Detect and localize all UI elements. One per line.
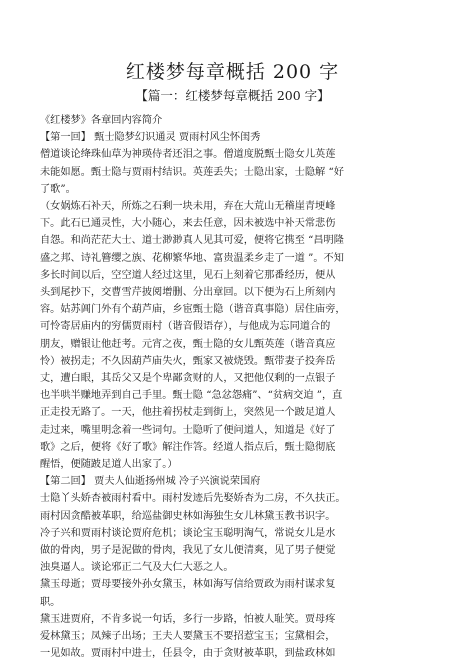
text-line: 黛玉进贾府，不肯多说一句话，多行一步路，怕被人耻笑。贾母疼: [40, 613, 336, 625]
text-line: 可怜寄居庙内的穷儒贾雨村（谐音假语存），与他成为忘同道合的: [40, 321, 331, 333]
text-line: 黛玉母逝；贾母要接外孙女黛玉，林如海写信给贾政为雨村谋求复: [40, 579, 336, 591]
text-line: 了歌”。: [40, 183, 76, 195]
text-line: 醒悟，便随跛足道人出家了。）: [40, 459, 178, 471]
text-line: 朋友，赠银让他赶考。元宵之夜，甄士隐的女儿甄英莲（谐音真应: [40, 338, 336, 350]
text-line: 《红楼梦》各章回内容简介: [40, 115, 163, 126]
text-line: 士隐丫头娇杏被雨村看中。雨村发迹后先娶娇杏为二房，不久扶正。: [40, 493, 346, 505]
text-line: 也半哄半赚地弄到自己手里。甄士隐 “急忿怨痛”、“贫病交迫 ”，直: [40, 390, 343, 402]
text-line: 爱林黛玉；凤辣子出场；王夫人要黛玉不要招惹宝玉；宝黛相会，: [40, 631, 336, 643]
text-line: 【第一回】 甄士隐梦幻识通灵 贾雨村风尘怀闺秀: [40, 132, 261, 144]
text-line: 容。姑苏阊门外有个葫芦庙，乡宦甄士隐（谐音真事隐）居住庙旁，: [40, 304, 346, 316]
text-line: 雨村因贪酷被革职，给巡盐御史林如海独生女儿林黛玉教书识字。: [40, 510, 336, 522]
text-line: 正走投无路了。一天，他拄着拐杖走到街上，突然见一个跛足道人: [40, 407, 336, 419]
document-subtitle: 【篇一：红楼梦每章概括 200 字】: [135, 88, 330, 103]
text-line: 自怨。和尚茫茫大士、道士渺渺真人见其可爱，便将它携至 “昌明隆: [40, 235, 344, 247]
document-body: [40, 112, 420, 663]
document-title: 红楼梦每章概括 200 字: [125, 61, 340, 83]
text-line: 怜）被拐走；不久因葫芦庙失火，甄家又被烧毁。甄带妻子投奔岳: [40, 355, 336, 367]
text-line: （女娲炼石补天，所炼之石剩一块未用，弃在大荒山无稽崖青埂峰: [40, 201, 336, 213]
text-line: 多长时间以后，空空道人经过这里，见石上刻着它那番经历，便从: [40, 269, 336, 281]
text-line: 未能如愿。甄士隐与贾雨村结识。英莲丢失；士隐出家，士隐解 “好: [40, 166, 344, 178]
text-line: 盛之邦、诗礼簪缨之族、花柳繁华地、富贵温柔乡走了一道 ”。不知: [40, 252, 344, 264]
text-line: 僧道谈论绛珠仙草为神瑛侍者还泪之事。僧道度脱甄士隐女儿英莲: [40, 149, 336, 161]
text-line: 歌》之后，便将《好了歌》解注作答。经道人指点后，甄士隐彻底: [40, 441, 336, 453]
text-line: 职。: [40, 596, 61, 608]
text-line: 下。此石已通灵性，大小随心，来去任意，因未被选中补天常悲伤: [40, 218, 336, 230]
text-line: 冷子兴和贾雨村谈论贾府危机；谈论宝玉聪明淘气，常说女儿是水: [40, 527, 336, 539]
text-line: 丈，遭白眼，其岳父又是个卑鄙贪财的人，又把他仅剩的一点银子: [40, 373, 336, 385]
text-line: 【第二回】 贾夫人仙逝扬州城 冷子兴演说荣国府: [40, 476, 261, 488]
text-line: 浊臭逼人。谈论邪正二气及大仁大恶之人。: [40, 562, 234, 574]
text-line: 走过来，嘴里明念着一些词句。士隐听了便问道人，知道是《好了: [40, 424, 336, 436]
text-line: 一见如故。贾雨村中进士，任县令，由于贪财被革职，到盐政林如: [40, 648, 336, 660]
text-line: 头到尾抄下，交曹雪芹披阅增删、分出章回。以下便为石上所刻内: [40, 287, 336, 299]
text-line: 做的骨肉，男子是泥做的骨肉，我见了女儿便清爽，见了男子便觉: [40, 545, 336, 557]
